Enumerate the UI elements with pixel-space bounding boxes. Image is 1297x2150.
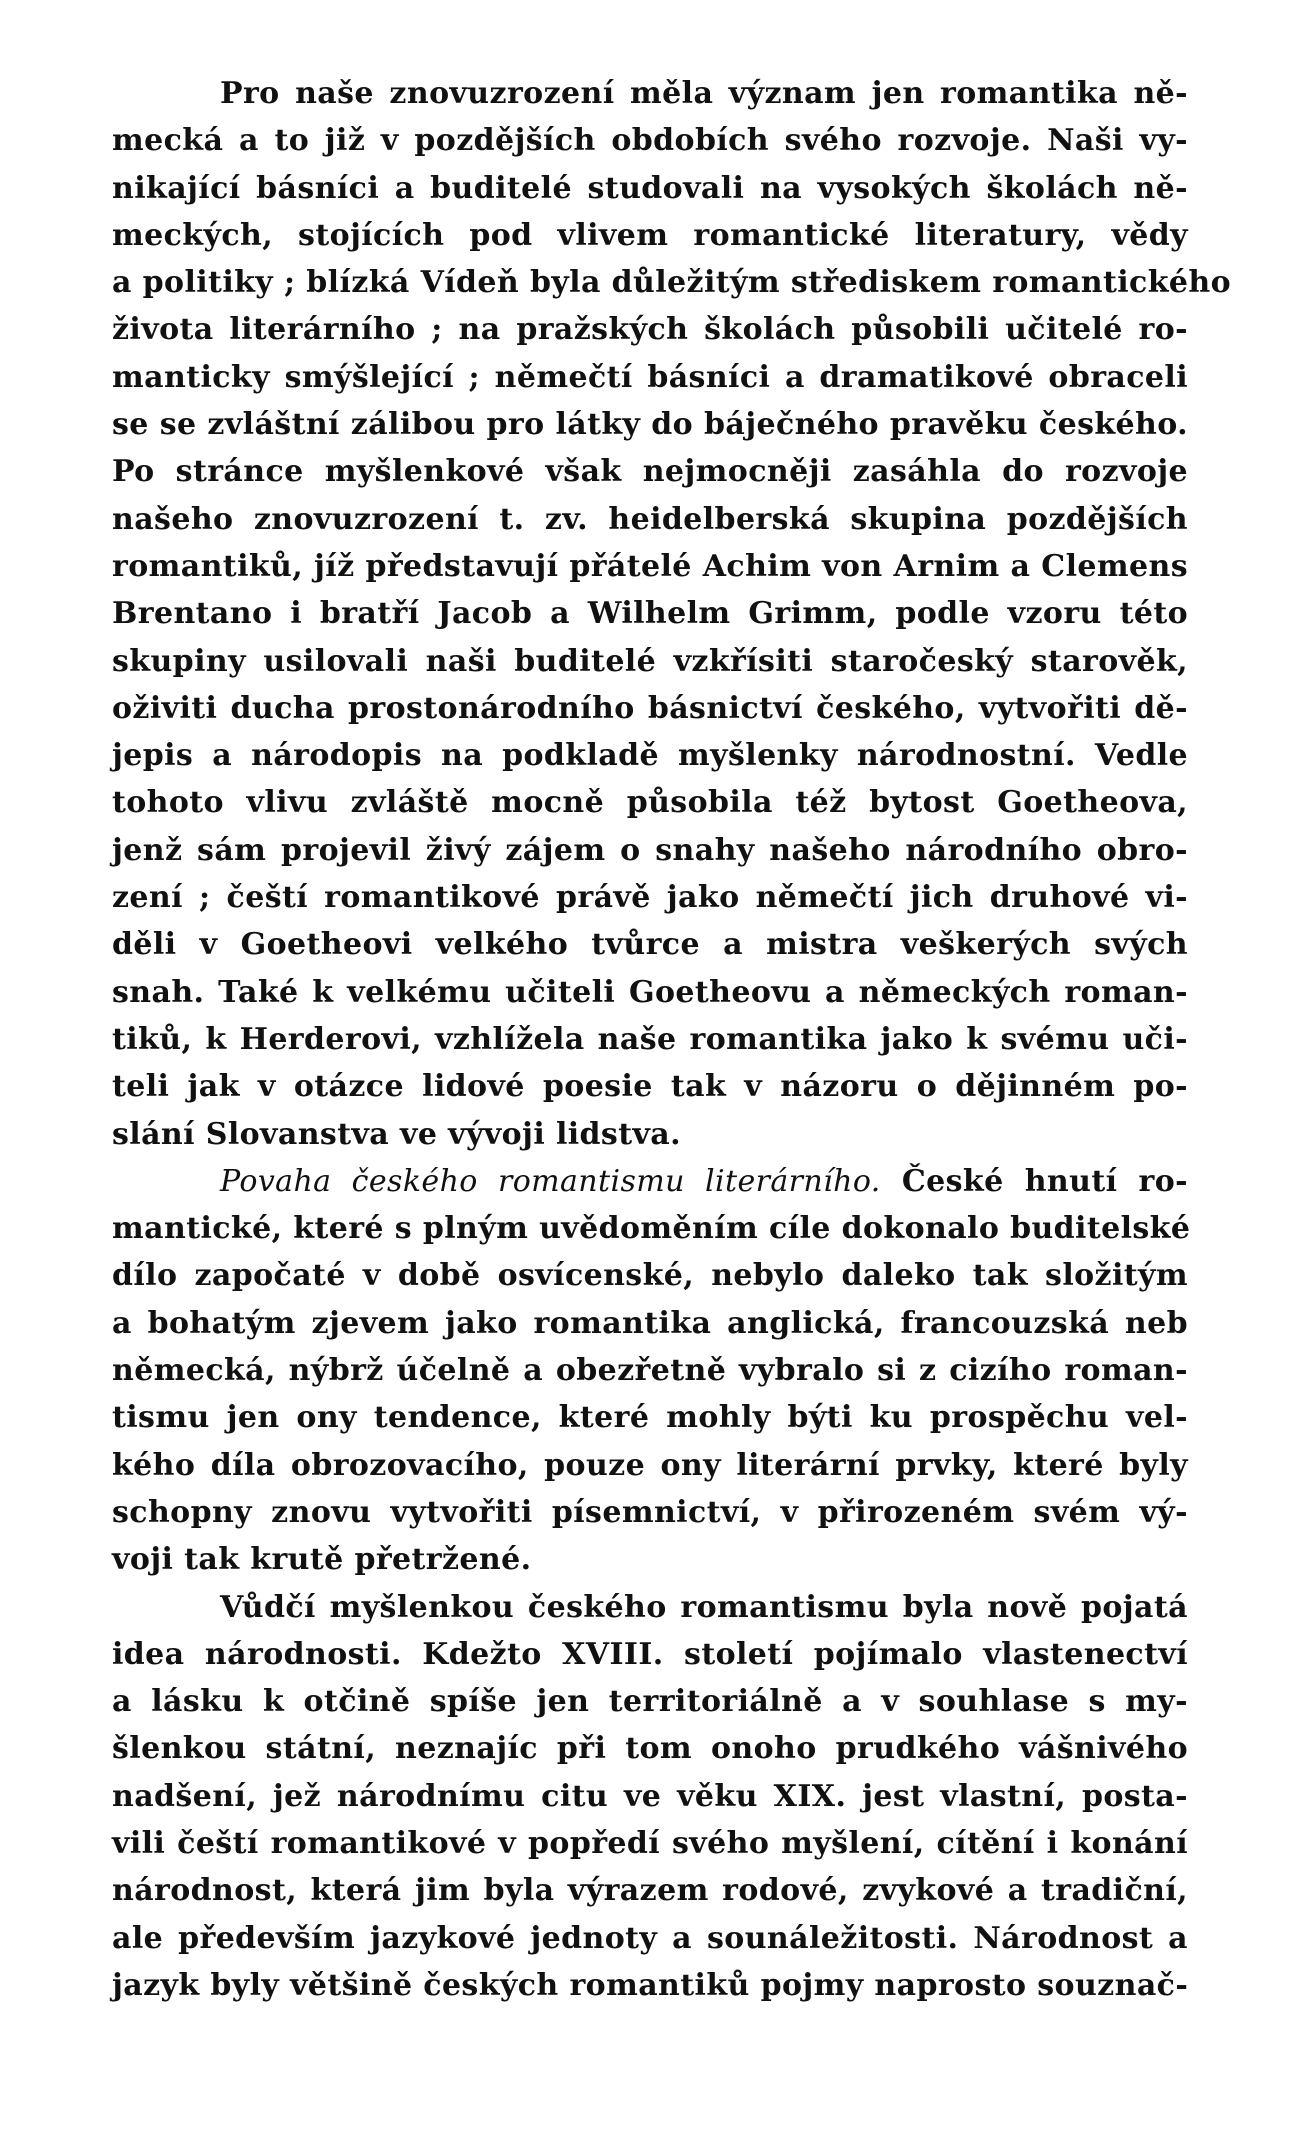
text-line: jepis a národopis na podkladě myšlenky národnostní. Vedle — [112, 738, 1188, 774]
text-line: tiků, k Herderovi, vzhlížela naše romantika jako k svému uči- — [112, 1021, 1188, 1057]
text-line: mecká a to již v pozdějších obdobích svého rozvoje. Naši vy- — [112, 123, 1188, 159]
paragraph-1 — [112, 70, 1232, 1158]
text-line: romantiků, jíž představují přátelé Achim von Arnim a Clemens — [112, 548, 1188, 584]
text-line: života literárního ; na pražských školách působili učitelé ro- — [112, 312, 1188, 348]
heading-line-rest: České hnutí ro- — [880, 1163, 1188, 1199]
text-line: nadšení, jež národnímu citu ve věku XIX. jest vlastní, posta- — [112, 1778, 1188, 1814]
text-line: kého díla obrozovacího, pouze ony literární prvky, které byly — [112, 1447, 1188, 1483]
text-line: zení ; čeští romantikové právě jako němečtí jich druhové vi- — [112, 880, 1188, 916]
text-line: Brentano i bratří Jacob a Wilhelm Grimm, podle vzoru této — [112, 596, 1188, 632]
text-line: schopny znovu vytvořiti písemnictví, v přirozeném svém vý- — [112, 1494, 1188, 1530]
text-line — [112, 1158, 1188, 1205]
text-line: Vůdčí myšlenkou českého romantismu byla nově pojatá — [220, 1589, 1188, 1625]
paragraph-2 — [112, 1158, 1191, 1584]
text-line: šlenkou státní, neznajíc při tom onoho prudkého vášnivého — [112, 1731, 1188, 1767]
text-line: tismu jen ony tendence, které mohly býti ku prospěchu vel- — [112, 1400, 1188, 1436]
paragraph-3 — [112, 1584, 1188, 2010]
text-line: vili čeští romantikové v popředí svého myšlení, cítění i konání — [112, 1825, 1188, 1861]
text-line: jenž sám projevil živý zájem o snahy našeho národního obro- — [112, 832, 1188, 868]
text-line: národnost, která jim byla výrazem rodové, zvykové a tradiční, — [112, 1873, 1188, 1909]
text-line: ale především jazykové jednoty a sounáležitosti. Národnost a — [112, 1920, 1188, 1956]
text-line: německá, nýbrž účelně a obezřetně vybralo si z cizího roman- — [112, 1353, 1188, 1389]
text-line: našeho znovuzrození t. zv. heidelberská skupina pozdějších — [112, 501, 1188, 537]
section-heading-italic: Povaha českého romantismu literárního. — [220, 1163, 881, 1199]
text-line: a lásku k otčině spíše jen territoriálně a v souhlase s my- — [112, 1684, 1188, 1720]
text-line: nikající básníci a buditelé studovali na vysokých školách ně- — [112, 170, 1188, 206]
text-line: idea národnosti. Kdežto XVIII. století pojímalo vlastenectví — [112, 1636, 1188, 1672]
text-line: skupiny usilovali naši buditelé vzkřísiti staročeský starověk, — [112, 643, 1188, 679]
body-text — [112, 70, 1232, 2009]
text-line: Pro naše znovuzrození měla význam jen romantika ně- — [220, 76, 1188, 111]
text-line: jazyk byly většině českých romantiků pojmy naprosto souznač- — [112, 1967, 1189, 2003]
text-line: snah. Také k velkému učiteli Goetheovu a německých roman- — [112, 974, 1188, 1010]
text-line: dílo započaté v době osvícenské, nebylo daleko tak složitým — [112, 1258, 1188, 1294]
text-line: a bohatým zjevem jako romantika anglická, francouzská neb — [112, 1305, 1188, 1341]
text-line: teli jak v otázce lidové poesie tak v názoru o dějinném po- — [112, 1069, 1188, 1105]
text-line: voji tak krutě přetržené. — [112, 1542, 532, 1578]
text-line: mantické, které s plným uvědoměním cíle dokonalo buditelské — [112, 1211, 1191, 1247]
text-line: meckých, stojících pod vlivem romantické literatury, vědy — [112, 217, 1188, 253]
text-line: Po stránce myšlenkové však nejmocněji zasáhla do rozvoje — [112, 454, 1188, 490]
text-line: oživiti ducha prostonárodního básnictví českého, vytvořiti dě- — [112, 690, 1188, 726]
text-line: se se zvláštní zálibou pro látky do báječného pravěku českého. — [112, 407, 1188, 443]
text-line: a politiky ; blízká Vídeň byla důležitým střediskem romantického — [112, 265, 1232, 301]
text-line: manticky smýšlející ; němečtí básníci a dramatikové obraceli — [112, 359, 1188, 395]
text-line: děli v Goetheovi velkého tvůrce a mistra veškerých svých — [112, 927, 1188, 963]
text-line: tohoto vlivu zvláště mocně působila též bytost Goetheova, — [112, 785, 1188, 821]
text-line: slání Slovanstva ve vývoji lidstva. — [112, 1116, 681, 1152]
